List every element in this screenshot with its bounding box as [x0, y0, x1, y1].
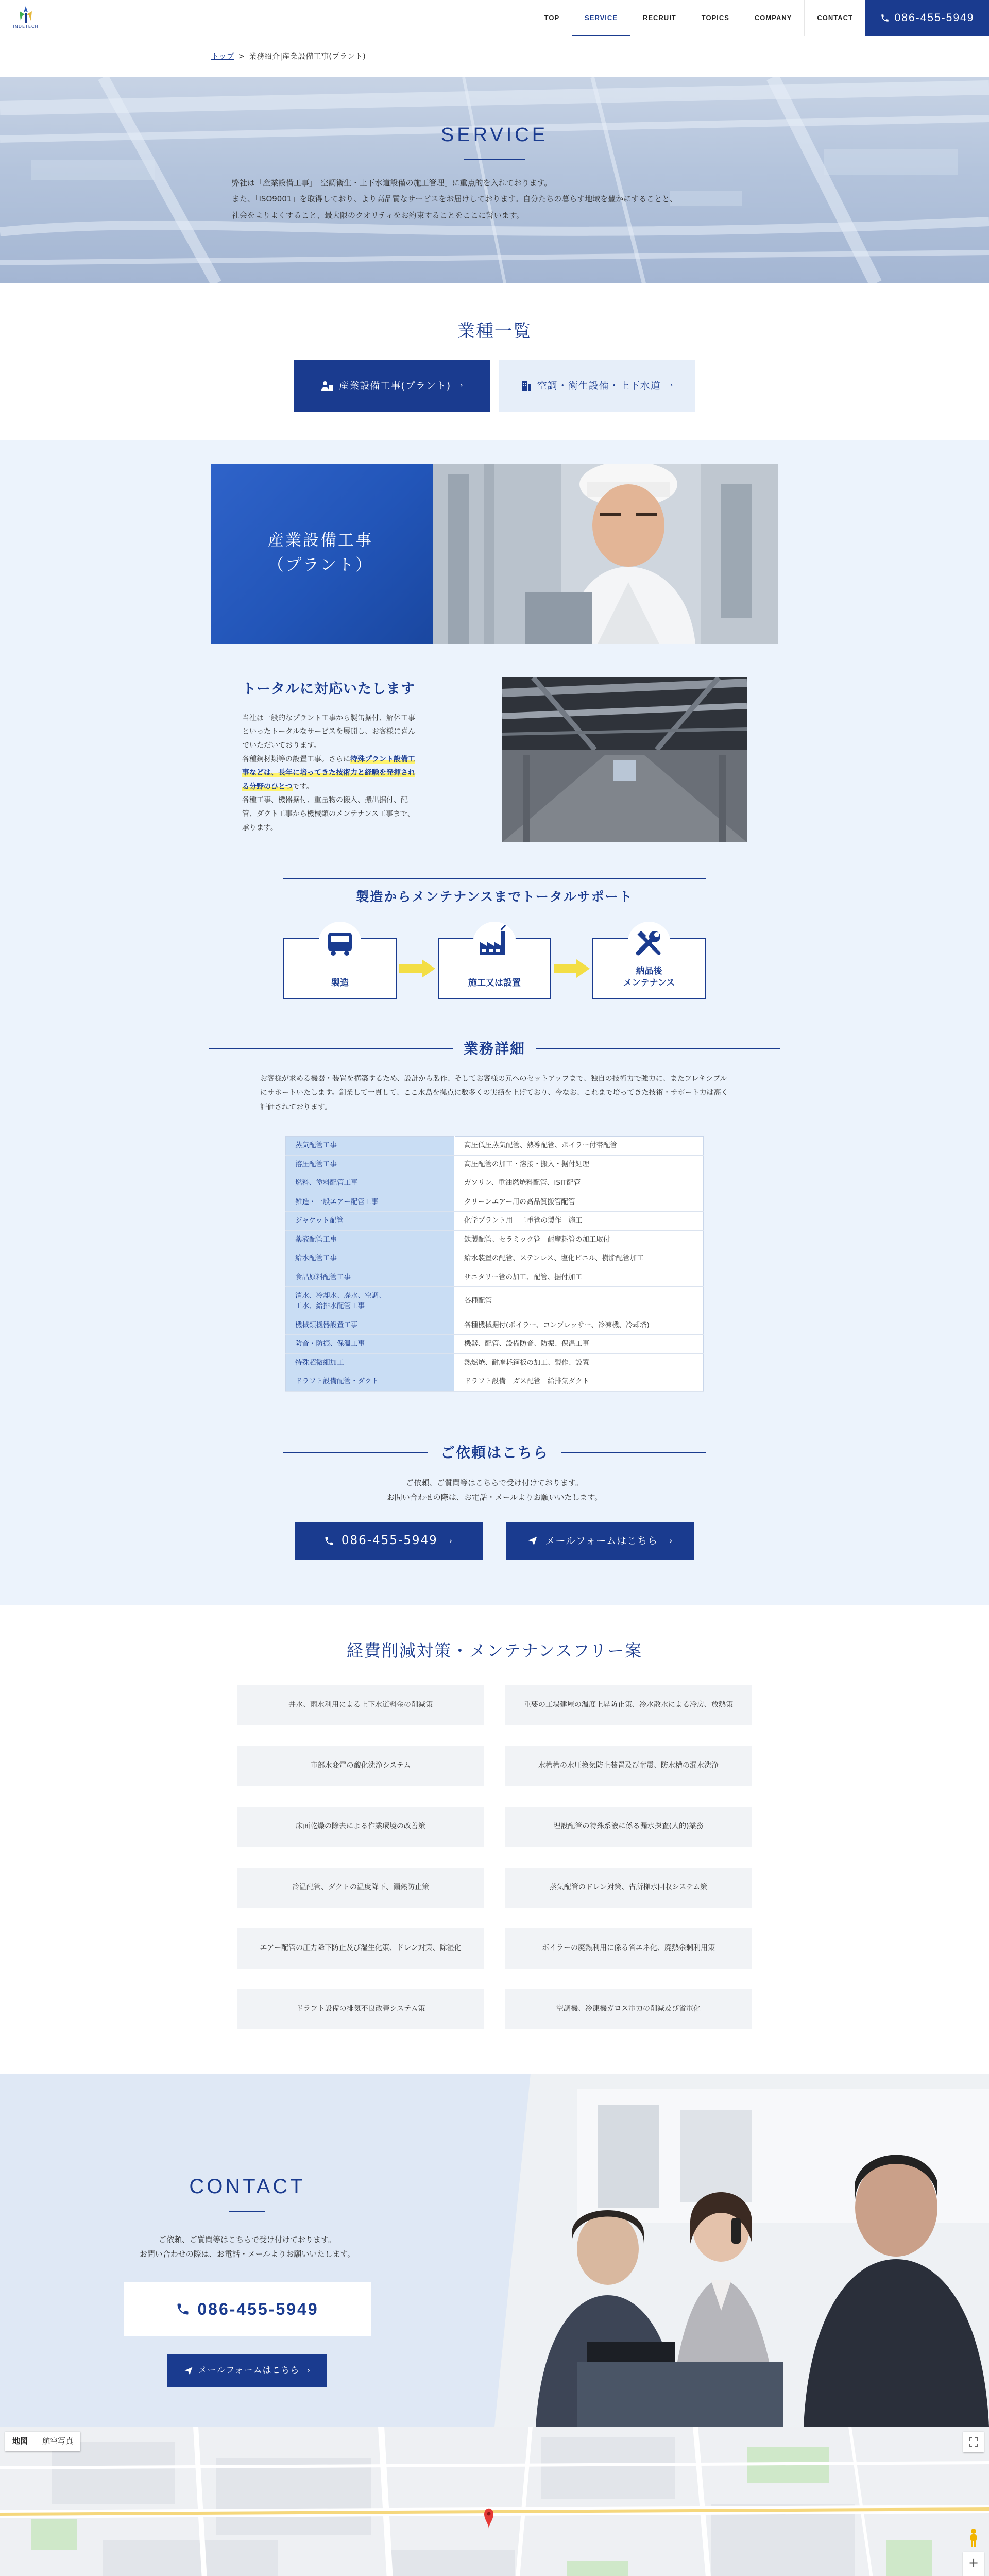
- site-header: [0, 0, 989, 36]
- hvac-industry-label: 空調・衛生設備・上下水道: [537, 380, 661, 392]
- nav-recruit[interactable]: RECRUIT: [630, 0, 689, 36]
- tools-icon: [627, 921, 671, 965]
- flow-step-manufacture: [283, 938, 397, 999]
- detail-table-row: [286, 1316, 704, 1335]
- detail-table-key: 食品原料配管工事: [286, 1268, 455, 1287]
- detail-table-key: ドラフト設備配管・ダクト: [286, 1372, 455, 1392]
- cost-reduction-card: 空調機、冷凍機ガロス電力の削減及び省電化: [505, 1989, 752, 2029]
- detail-table-key: 溶圧配管工事: [286, 1155, 455, 1174]
- detail-table-value: サニタリー管の加工、配管、据付加工: [455, 1268, 704, 1287]
- contact-divider: [229, 2211, 265, 2212]
- arrow-right-icon: [399, 958, 435, 979]
- flow-step-maintenance-label-line1: 納品後: [636, 965, 662, 976]
- request-section: [0, 1392, 989, 1600]
- detail-table-row: [286, 1136, 704, 1155]
- phone-icon: [324, 1536, 334, 1546]
- fullscreen-icon[interactable]: [963, 2432, 984, 2452]
- cost-reduction-card: 井水、雨水利用による上下水道料金の削減策: [237, 1685, 484, 1725]
- chevron-right-icon: ›: [449, 1536, 454, 1546]
- plant-intro-text: [211, 677, 417, 842]
- contact-content: [118, 2169, 376, 2387]
- detail-table-value: 鉄製配管、セラミック管 耐摩耗管の加工取付: [455, 1230, 704, 1249]
- detail-table-value: 給水装置の配管、ステンレス、塩化ビニル、樹脂配管加工: [455, 1249, 704, 1268]
- cost-reduction-grid: [237, 1685, 752, 2029]
- flow-step-maintenance-label-line2: メンテナンス: [623, 977, 675, 988]
- plant-intro-para-2: [242, 753, 417, 794]
- zoom-out-button[interactable]: [963, 2573, 984, 2576]
- header-tel-number: 086-455-5949: [894, 12, 975, 24]
- business-detail-text: お客様が求める機器・装置を構築するため、設計から製作、そしてお客様の元へのセットアップまで、独自の技術力で強力に、またフレキシブルにサポートいたします。創業して一貫して、ここ水島を拠点に数多くの実績を上げており、今なお、これまで培ってきた技術・サポート力は高く評価されております。: [260, 1075, 728, 1111]
- request-mailform-button[interactable]: [506, 1522, 694, 1560]
- detail-table-row: [286, 1249, 704, 1268]
- plant-banner-panel: [211, 464, 433, 644]
- map-canvas[interactable]: [0, 2427, 989, 2576]
- request-cta-row: [0, 1522, 989, 1560]
- detail-table-row: [286, 1372, 704, 1392]
- cost-reduction-title: 経費削減対策・メンテナンスフリー案: [346, 1640, 643, 1660]
- chevron-right-icon: ›: [306, 2365, 311, 2376]
- map-zoom-controls: [963, 2552, 984, 2576]
- detail-table-row: [286, 1230, 704, 1249]
- detail-table-value: 各種機械据付(ボイラー、コンプレッサー、冷凍機、冷却塔): [455, 1316, 704, 1335]
- flow-step-maintenance: [592, 938, 706, 999]
- plant-industry-button[interactable]: [294, 360, 490, 412]
- plant-section: [0, 440, 989, 1605]
- chevron-right-icon: ›: [460, 381, 464, 389]
- detail-table-key: 雑造・一般エアー配管工事: [286, 1193, 455, 1212]
- factory-icon: [472, 921, 517, 965]
- hero-text-1: 弊社は「産業設備工事」「空調衛生・上下水道設備の施工管理」に重点的を入れております。: [232, 178, 552, 188]
- request-text-line2: お問い合わせの際は、お電話・メールよりお願いいたします。: [386, 1493, 603, 1502]
- detail-table-value: ガソリン、重油燃焼料配管、ISIT配管: [455, 1174, 704, 1193]
- detail-table-value: 高圧低圧蒸気配管、熱導配管、ボイラー付帯配管: [455, 1136, 704, 1155]
- detail-table-key: 防音・防振、保温工事: [286, 1335, 455, 1354]
- total-support-heading: [283, 878, 706, 916]
- request-tel-number: 086-455-5949: [341, 1534, 438, 1548]
- request-mailform-label: メールフォームはこちら: [545, 1535, 658, 1547]
- detail-table-key: ジャケット配管: [286, 1212, 455, 1231]
- detail-table-key: 薬液配管工事: [286, 1230, 455, 1249]
- cost-reduction-card: 蒸気配管のドレン対策、省所様水回収システム策: [505, 1868, 752, 1908]
- detail-table-key: 機械類機器設置工事: [286, 1316, 455, 1335]
- hvac-industry-button[interactable]: [499, 360, 695, 412]
- paper-plane-icon: [527, 1536, 538, 1546]
- flow-step-install-label: 施工又は設置: [468, 977, 521, 988]
- chevron-right-icon: ›: [670, 381, 674, 389]
- business-detail-title: 業務詳細: [464, 1040, 526, 1057]
- plant-intro-para-3: 各種工事、機器据付、重量物の搬入、搬出据付、配管、ダクト工事から機械類のメンテナンス工事まで、承ります。: [242, 796, 415, 832]
- service-hero: [0, 77, 989, 283]
- detail-table-value: 各種配管: [455, 1287, 704, 1316]
- site-logo[interactable]: [10, 4, 41, 29]
- cost-reduction-card: 重要の工場建屋の温度上昇防止策、冷水散水による冷房、放熱策: [505, 1685, 752, 1725]
- contact-mailform-button[interactable]: [167, 2354, 327, 2387]
- map-tab-map[interactable]: 地図: [12, 2437, 28, 2446]
- contact-text-line1: ご依頼、ご質問等はこちらで受け付けております。: [159, 2235, 336, 2245]
- plant-banner: [211, 464, 778, 644]
- support-flow: [283, 938, 706, 999]
- cost-reduction-card: ボイラーの廃熱利用に係る省エネ化、廃熱余剰利用策: [505, 1928, 752, 1969]
- total-support-title: 製造からメンテナンスまでトータルサポート: [356, 889, 633, 904]
- detail-table-key: 特殊超微細加工: [286, 1353, 455, 1372]
- nav-company[interactable]: COMPANY: [742, 0, 804, 36]
- hero-title: SERVICE: [440, 124, 549, 146]
- flow-step-install: [438, 938, 551, 999]
- breadcrumb-separator: >: [238, 52, 245, 61]
- contact-text-line2: お問い合わせの際は、お電話・メールよりお願いいたします。: [139, 2249, 355, 2259]
- arrow-right-icon: [554, 958, 590, 979]
- detail-table-row: [286, 1155, 704, 1174]
- chevron-right-icon: ›: [669, 1536, 673, 1546]
- plant-intro-para-1: 当社は一般的なプラント工事から製缶据付、解体工事といったトータルなサービスを展開し、お客様に喜んでいただいております。: [242, 714, 415, 750]
- detail-table-row: [286, 1193, 704, 1212]
- contact-title: CONTACT: [189, 2175, 305, 2198]
- detail-table-value: 化学プラント用 二重管の製作 施工: [455, 1212, 704, 1231]
- street-view-pegman-icon[interactable]: [967, 2528, 980, 2548]
- call-center-photo: [494, 2074, 989, 2427]
- cost-reduction-card: 市部水変電の酸化洗浄システム: [237, 1746, 484, 1786]
- detail-table-value: 機器、配管、設備防音、防振、保温工事: [455, 1335, 704, 1354]
- cost-reduction-card: 水槽槽の水圧換気防止装置及び耐震、防水槽の漏水洗浄: [505, 1746, 752, 1786]
- detail-table-row: [286, 1353, 704, 1372]
- main-nav: [532, 0, 989, 36]
- google-map[interactable]: [0, 2427, 989, 2576]
- plant-intro-para-2a: 各種鋼材類等の設置工事。さらに: [242, 755, 350, 764]
- detail-table-value: クリーンエアー用の高品質搬管配管: [455, 1193, 704, 1212]
- request-text-line1: ご依頼、ご質問等はこちらで受け付けております。: [406, 1478, 583, 1488]
- industry-list-section: [0, 283, 989, 440]
- breadcrumb-current: 業務紹介|産業設備工事(プラント): [249, 52, 366, 61]
- hero-divider: [464, 159, 525, 160]
- logo-text: INDETECH: [13, 24, 39, 29]
- header-tel-button[interactable]: [865, 0, 989, 36]
- plant-banner-title-line2: （プラント）: [268, 556, 373, 575]
- detail-table-key: 給水配管工事: [286, 1249, 455, 1268]
- detail-table-row: [286, 1212, 704, 1231]
- cost-reduction-card: 埋設配管の特殊系液に係る漏水探査(人的)業務: [505, 1807, 752, 1847]
- worker-photo: [433, 464, 778, 644]
- flow-step-maintenance-label: [593, 965, 705, 989]
- detail-table-value: 熱燃焼、耐摩耗鋼板の加工、製作、設置: [455, 1353, 704, 1372]
- business-detail-table: [285, 1136, 704, 1392]
- detail-table-value: 高圧配管の加工・溶接・搬入・据付処理: [455, 1155, 704, 1174]
- request-text: [0, 1476, 989, 1505]
- breadcrumb-home-link[interactable]: トップ: [211, 52, 234, 61]
- request-title: ご依頼はこちら: [440, 1444, 549, 1461]
- contact-text: [118, 2233, 376, 2262]
- request-heading: [283, 1440, 706, 1465]
- contact-section: [0, 2074, 989, 2427]
- cost-reduction-card: 床面乾燥の除去による作業環境の改善策: [237, 1807, 484, 1847]
- nav-top[interactable]: TOP: [532, 0, 572, 36]
- paper-plane-icon: [184, 2366, 193, 2376]
- cost-reduction-section: [0, 1605, 989, 2074]
- detail-table-row: [286, 1174, 704, 1193]
- nav-topics[interactable]: TOPICS: [689, 0, 742, 36]
- plant-intro-title: トータルに対応いたします: [242, 681, 415, 697]
- cost-reduction-card: エアー配管の圧力降下防止及び湿生化策、ドレン対策、除湿化: [237, 1928, 484, 1969]
- contact-tel-number: 086-455-5949: [197, 2300, 319, 2319]
- phone-icon: [880, 13, 890, 23]
- detail-table-value: ドラフト設備 ガス配管 給排気ダクト: [455, 1372, 704, 1392]
- zoom-in-button[interactable]: +: [968, 2555, 979, 2570]
- industry-list-title: 業種一覧: [457, 321, 532, 342]
- cost-reduction-card: 冷温配管、ダクトの温度降下、漏熱防止策: [237, 1868, 484, 1908]
- plant-banner-title: [268, 528, 373, 578]
- map-type-tabs: [5, 2432, 80, 2451]
- detail-table-key: 燃料、塗料配管工事: [286, 1174, 455, 1193]
- building-icon: [521, 380, 532, 392]
- detail-table-row: [286, 1268, 704, 1287]
- request-tel-button[interactable]: [295, 1522, 483, 1560]
- contact-mailform-label: メールフォームはこちら: [198, 2365, 300, 2376]
- contact-tel-button[interactable]: [124, 2282, 371, 2336]
- plant-industry-label: 産業設備工事(プラント): [339, 380, 451, 392]
- phone-icon: [176, 2302, 190, 2316]
- industry-buttons: [0, 360, 989, 412]
- plant-intro-para-2b: です。: [292, 782, 314, 791]
- cost-reduction-card: ドラフト設備の排気不良改善システム策: [237, 1989, 484, 2029]
- worker-icon: [320, 380, 334, 392]
- business-detail-heading: [209, 1037, 780, 1061]
- ceiling-ducts-photo: [502, 677, 747, 842]
- hero-content: [211, 77, 778, 224]
- plant-banner-title-line1: 産業設備工事: [268, 531, 373, 550]
- plant-intro: [211, 677, 778, 842]
- flow-step-manufacture-label: 製造: [331, 977, 349, 988]
- breadcrumb: [0, 36, 989, 77]
- hero-text-3: 社会をよりよくすること、最大限のクオリティをお約束することをここに誓います。: [232, 210, 524, 220]
- logo-icon: [15, 4, 36, 25]
- hero-text-2: また、「ISO9001」を取得しており、より高品質なサービスをお届けしております。自分たちの暮らす地域を豊かにすることと、: [232, 194, 678, 204]
- detail-table-row: [286, 1287, 704, 1316]
- detail-table-row: [286, 1335, 704, 1354]
- truck-icon: [318, 921, 362, 965]
- map-tab-satellite[interactable]: 航空写真: [42, 2437, 74, 2446]
- nav-service[interactable]: SERVICE: [572, 0, 630, 36]
- nav-contact[interactable]: CONTACT: [804, 0, 865, 36]
- plant-intro-highlight: 特殊プラント設備工事などは、長年に培ってきた技術力と経験を発揮される分野のひとつ: [242, 755, 415, 791]
- detail-table-key: 消水、冷却水、廃水、空調、 工水、給排水配管工事: [286, 1287, 455, 1316]
- detail-table-key: 蒸気配管工事: [286, 1136, 455, 1155]
